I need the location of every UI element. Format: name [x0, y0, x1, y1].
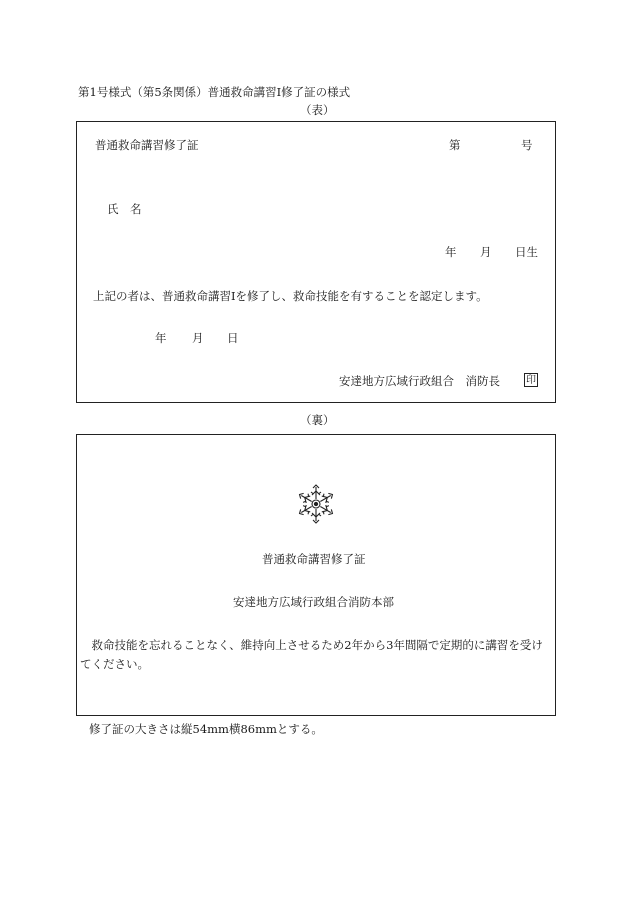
- issuer-name: 安達地方広域行政組合 消防長: [339, 374, 500, 388]
- back-side-label: （裏）: [300, 413, 335, 427]
- birth-day: 日生: [515, 245, 538, 259]
- back-note-line2: てください。: [80, 657, 149, 671]
- size-footnote: 修了証の大きさは縦54mm横86mmとする。: [89, 722, 323, 736]
- back-card: [76, 434, 556, 716]
- issue-month: 月: [192, 331, 204, 345]
- birth-month: 月: [480, 245, 492, 259]
- certification-statement: 上記の者は、普通救命講習Ⅰを修了し、救命技能を有することを認定します。: [93, 289, 488, 303]
- front-side-label: （表）: [300, 103, 335, 117]
- front-card: [76, 121, 556, 403]
- form-title: 第1号様式（第5条関係）普通救命講習Ⅰ修了証の様式: [78, 85, 351, 99]
- issue-year: 年: [155, 331, 167, 345]
- front-cert-title: 普通救命講習修了証: [95, 138, 199, 152]
- number-suffix: 号: [521, 138, 533, 152]
- back-note-line1: 救命技能を忘れることなく、維持向上させるため2年から3年間隔で定期的に講習を受け: [80, 638, 543, 652]
- number-prefix: 第: [449, 138, 461, 152]
- issue-day: 日: [227, 331, 239, 345]
- name-label: 氏 名: [107, 202, 142, 216]
- seal-box: 印: [526, 375, 536, 386]
- fire-department-emblem-icon: [296, 484, 336, 524]
- back-cert-title: 普通救命講習修了証: [262, 552, 366, 566]
- birth-year: 年: [445, 245, 457, 259]
- back-organization: 安達地方広域行政組合消防本部: [233, 595, 394, 609]
